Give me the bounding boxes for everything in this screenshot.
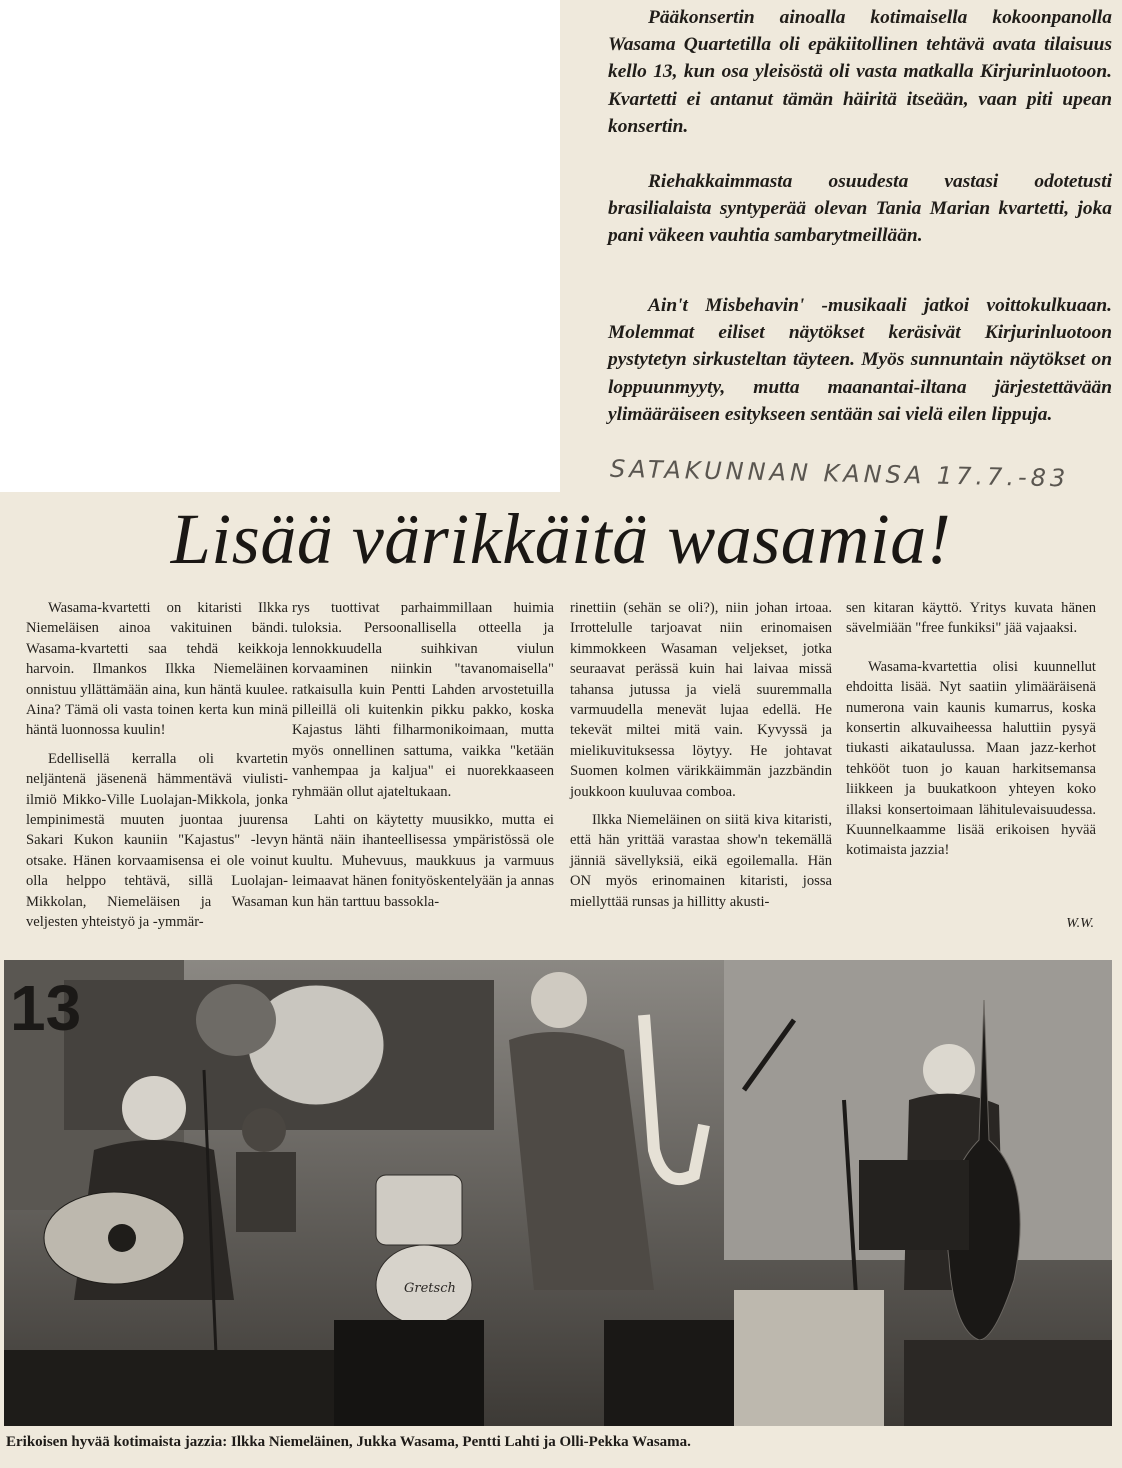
- stage-monitor-1: [334, 1320, 484, 1426]
- amplifier: [734, 1290, 884, 1426]
- stage-number: 13: [10, 972, 82, 1044]
- music-stand: [859, 1160, 969, 1250]
- concert-photo: [4, 960, 1112, 1426]
- author-signature: W.W.: [1066, 916, 1094, 931]
- column-2-paragraph-1: rys tuottivat parhaimmillaan huimia tuloksia. Persoonallisella otteella ja lennokkuudella suihkivan viulun korvaaminen niinkin "tavanomaisella" ratkaisulla kuin Pentti Lahden arvostetuilla pilleillä oli kuitenkin pikku pakko, koska Kajastus lähti filharmonikoimaan, mutta myös onnellinen sattuma, vaikka "ketään vanhempaa ja kaljua" ei nuorekkaaseen ryhmään ollut ajateltukaan.: [292, 600, 554, 800]
- photo-caption: Erikoisen hyvää kotimaista jazzia: Ilkka Niemeläinen, Jukka Wasama, Pentti Lahti ja Olli-Pekka Wasama.: [6, 1434, 691, 1450]
- top-clipping: [560, 0, 1122, 500]
- saxophonist-head: [531, 972, 587, 1028]
- column-3-paragraph-2: Ilkka Niemeläinen on siitä kiva kitaristi, että hän yrittää varastaa show'n tekemällä jänniä sävellyksiä, eikä egoilemalla. Hän ON myös erinomainen kitaristi, jossa miellyttää runsas ja hillitty akusti-: [570, 812, 832, 910]
- article-column-2: [292, 598, 554, 920]
- bassist-head: [923, 1044, 975, 1096]
- handwritten-source-note: SATAKUNNAN KANSA 17.7.-83: [609, 454, 1070, 493]
- headline: Lisää värikkäitä wasamia!: [170, 499, 952, 579]
- clip-paragraph-2: Riehakkaimmasta osuudesta vastasi odotetusti brasilialaista syntyperää olevan Tania Marian kvartetti, joka pani väkeen vauhtia sambarytmeillään.: [608, 171, 1112, 247]
- column-4-paragraph-1: sen kitaran käyttö. Yritys kuvata hänen sävelmiään "free funkiksi" jää vajaaksi.: [846, 600, 1096, 637]
- article-column-4: [846, 598, 1096, 869]
- cymbal-2: [196, 984, 276, 1056]
- clip-paragraph-1: Pääkonsertin ainoalla kotimaisella kokoonpanolla Wasama Quartetilla oli epäkiitollinen tehtävä avata tilaisuus kello 13, kun osa yleisöstä oli vasta matkalla Kirjurinluotoon. Kvartetti ei antanut tämän häiritä itseään, vaan piti upean konsertin.: [608, 7, 1112, 137]
- column-4-paragraph-2: Wasama-kvartettia olisi kuunnellut ehdoitta lisää. Nyt saatiin ylimääräisenä numerona vain kaunis kumarrus, koska konsertin alkuvaiheessa haluttiin pysyä tiukasti aikataulussa. Maan jazz-kerhot tehkööt tuon jo kauan harkitsemansa liikkeen ja buukatkoon yhteyen koko illaksi konsertoimaan lähitulevaisuudessa. Kuunnelkaamme lisää erikoisen hyvää kotimaista jazzia!: [846, 658, 1096, 859]
- article-column-3: [570, 598, 832, 920]
- article: [0, 492, 1122, 1468]
- column-3-paragraph-1: rinettiin (sehän se oli?), niin johan irtoaa. Irrottelulle tarjoavat niin erinomaisen kimmokkeen Wasaman veljekset, jotka seuraavat perässä kuin hai laivaa missä tahansa jutussa ja vielä suuremmalla varmuudella menevät lujaa edellä. He tekevät miltei mitä vain. Kyvyssä ja mielikuvituksessa löytyy. He johtavat Suomen kolmen värikkäimmän jazzbändin joukkoon kuuluvaa comboa.: [570, 600, 832, 800]
- drum-brand-label: Gretsch: [404, 1281, 456, 1296]
- tom-drum: [376, 1175, 462, 1245]
- article-column-1: [26, 598, 288, 941]
- clip-paragraph-3: Ain't Misbehavin' -musikaali jatkoi voittokulkuaan. Molemmat eiliset näytökset keräsivät Kirjurinluotoon pystytetyn sirkusteltan täyteen. Myös sunnuntain näytökset on loppuunmyyty, mutta maanantai-iltana järjestettävään ylimääräiseen esitykseen sentään sai vielä eilen lippuja.: [608, 295, 1112, 425]
- drummer-body: [236, 1152, 296, 1232]
- stage-floor-right: [904, 1340, 1112, 1426]
- drummer-head: [242, 1108, 286, 1152]
- column-2-paragraph-2: Lahti on käytetty muusikko, mutta ei häntä näin ihanteellisessa ympäristössä ole kuultu. Muhevuus, maukkuus ja varmuus leimaavat hänen fonityöskentelyään ja annas kun hän tarttuu bassokla-: [292, 812, 554, 910]
- stage-monitor-2: [604, 1320, 734, 1426]
- column-1-paragraph-2: Edellisellä kerralla oli kvartetin neljäntenä jäsenenä hämmentävä viulisti-ilmiö Mikko-Ville Luolajan-Mikkola, jonka lempinimestä muuten juontaa juurensa Sakari Kukon kauniin "Kajastus" -levyn otsake. Hänen korvaamisensa ei ole voinut olla helppo tehtävä, sillä Luolajan-Mikkolan, Niemeläisen ja Wasaman veljesten yhteistyö ja -ymmär-: [26, 750, 288, 931]
- guitar-soundhole: [108, 1224, 136, 1252]
- stage-floor: [4, 1350, 334, 1426]
- concert-photo-illustration: [4, 960, 1112, 1426]
- guitarist-head: [122, 1076, 186, 1140]
- column-1-paragraph-1: Wasama-kvartetti on kitaristi Ilkka Niemeläisen ainoa vakituinen bändi. Wasama-kvartetti saa tehdä keikkoja harvoin. Ilmankos Ilkka Niemeläinen onnistuu yllättämään aina, kun häntä kuulee. Aina? Tämä oli vasta toinen kerta kun minä häntä luonnossa kuulin!: [26, 600, 288, 739]
